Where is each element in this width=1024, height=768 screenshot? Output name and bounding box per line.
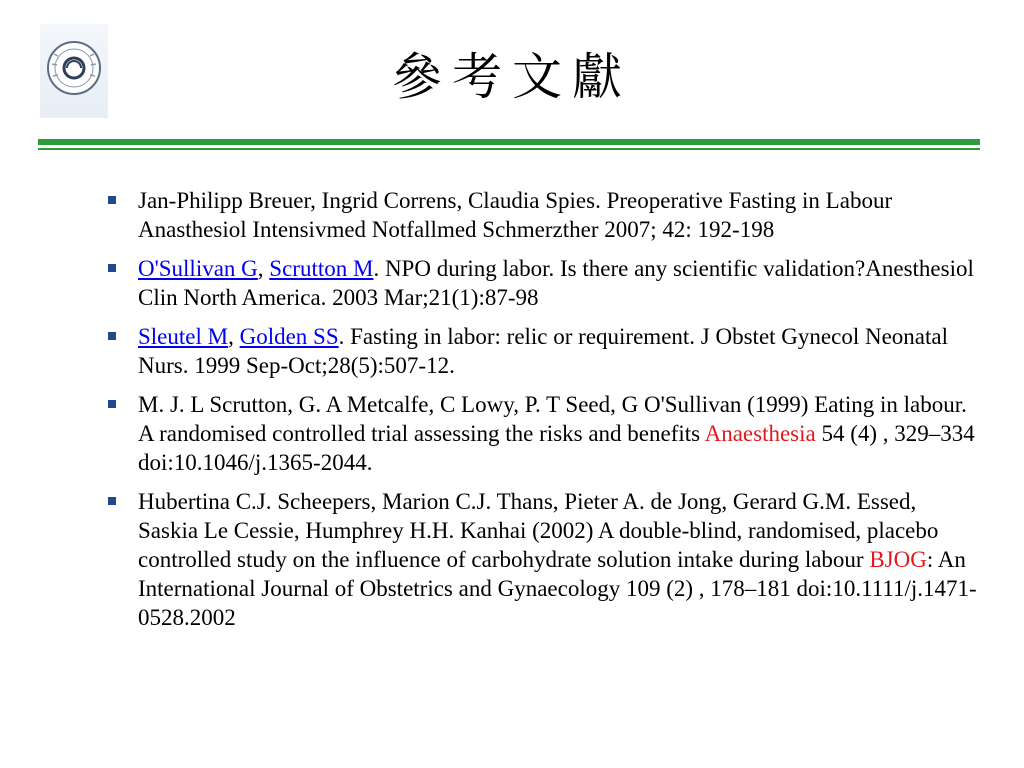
reference-item (102, 390, 982, 477)
page-title: 參考文獻 (392, 48, 632, 106)
reference-item (102, 254, 982, 312)
reference-item (102, 186, 982, 244)
reference-text: . NPO during labor. Is there any scientific validation?Anesthesiol Clin North America. 2003 Mar;21(1):87-98 (138, 256, 974, 310)
author-separator: , (228, 324, 240, 349)
reference-text: 54 (4) , 329–334 doi:10.1046/j.1365-2044. (138, 421, 975, 475)
author-link-scrutton[interactable]: Scrutton M (269, 256, 374, 281)
author-separator: , (257, 256, 270, 281)
reference-text: M. J. L Scrutton, G. A Metcalfe, C Lowy, P. T Seed, G O'Sullivan (1999) Eating in labour. A randomised controlled trial assessing the risks and benefits (138, 392, 967, 446)
reference-text: Jan-Philipp Breuer, Ingrid Correns, Claudia Spies. Preoperative Fasting in Labour Anasthesiol Intensivmed Notfallmed Schmerzther 2007; 42: 192-198 (138, 188, 893, 242)
reference-text: Hubertina C.J. Scheepers, Marion C.J. Thans, Pieter A. de Jong, Gerard G.M. Essed, Saskia Le Cessie, Humphrey H.H. Kanhai (2002) A double-blind, randomised, placebo controlled study on the influence of carbohydrate solution intake during labour (138, 489, 939, 572)
reference-item (102, 487, 982, 632)
reference-text: : An International Journal of Obstetrics and Gynaecology 109 (2) , 178–181 doi:10.1111/j.1471-0528.2002 (138, 547, 977, 630)
journal-name-bjog: BJOG (869, 547, 927, 572)
reference-text: . Fasting in labor: relic or requirement. J Obstet Gynecol Neonatal Nurs. 1999 Sep-Oct;28(5):507-12. (138, 324, 948, 378)
author-link-sleutel[interactable]: Sleutel M (138, 324, 229, 349)
square-bullet-icon (108, 497, 116, 505)
author-link-osullivan[interactable]: O'Sullivan G (138, 256, 258, 281)
square-bullet-icon (108, 196, 116, 204)
square-bullet-icon (108, 400, 116, 408)
reference-item (102, 322, 982, 380)
journal-name-anaesthesia: Anaesthesia (704, 421, 816, 446)
square-bullet-icon (108, 264, 116, 272)
author-link-golden[interactable]: Golden SS (239, 324, 339, 349)
square-bullet-icon (108, 332, 116, 340)
reference-list (102, 186, 982, 642)
title-divider-thin (38, 148, 980, 150)
title-divider-thick (38, 139, 980, 145)
